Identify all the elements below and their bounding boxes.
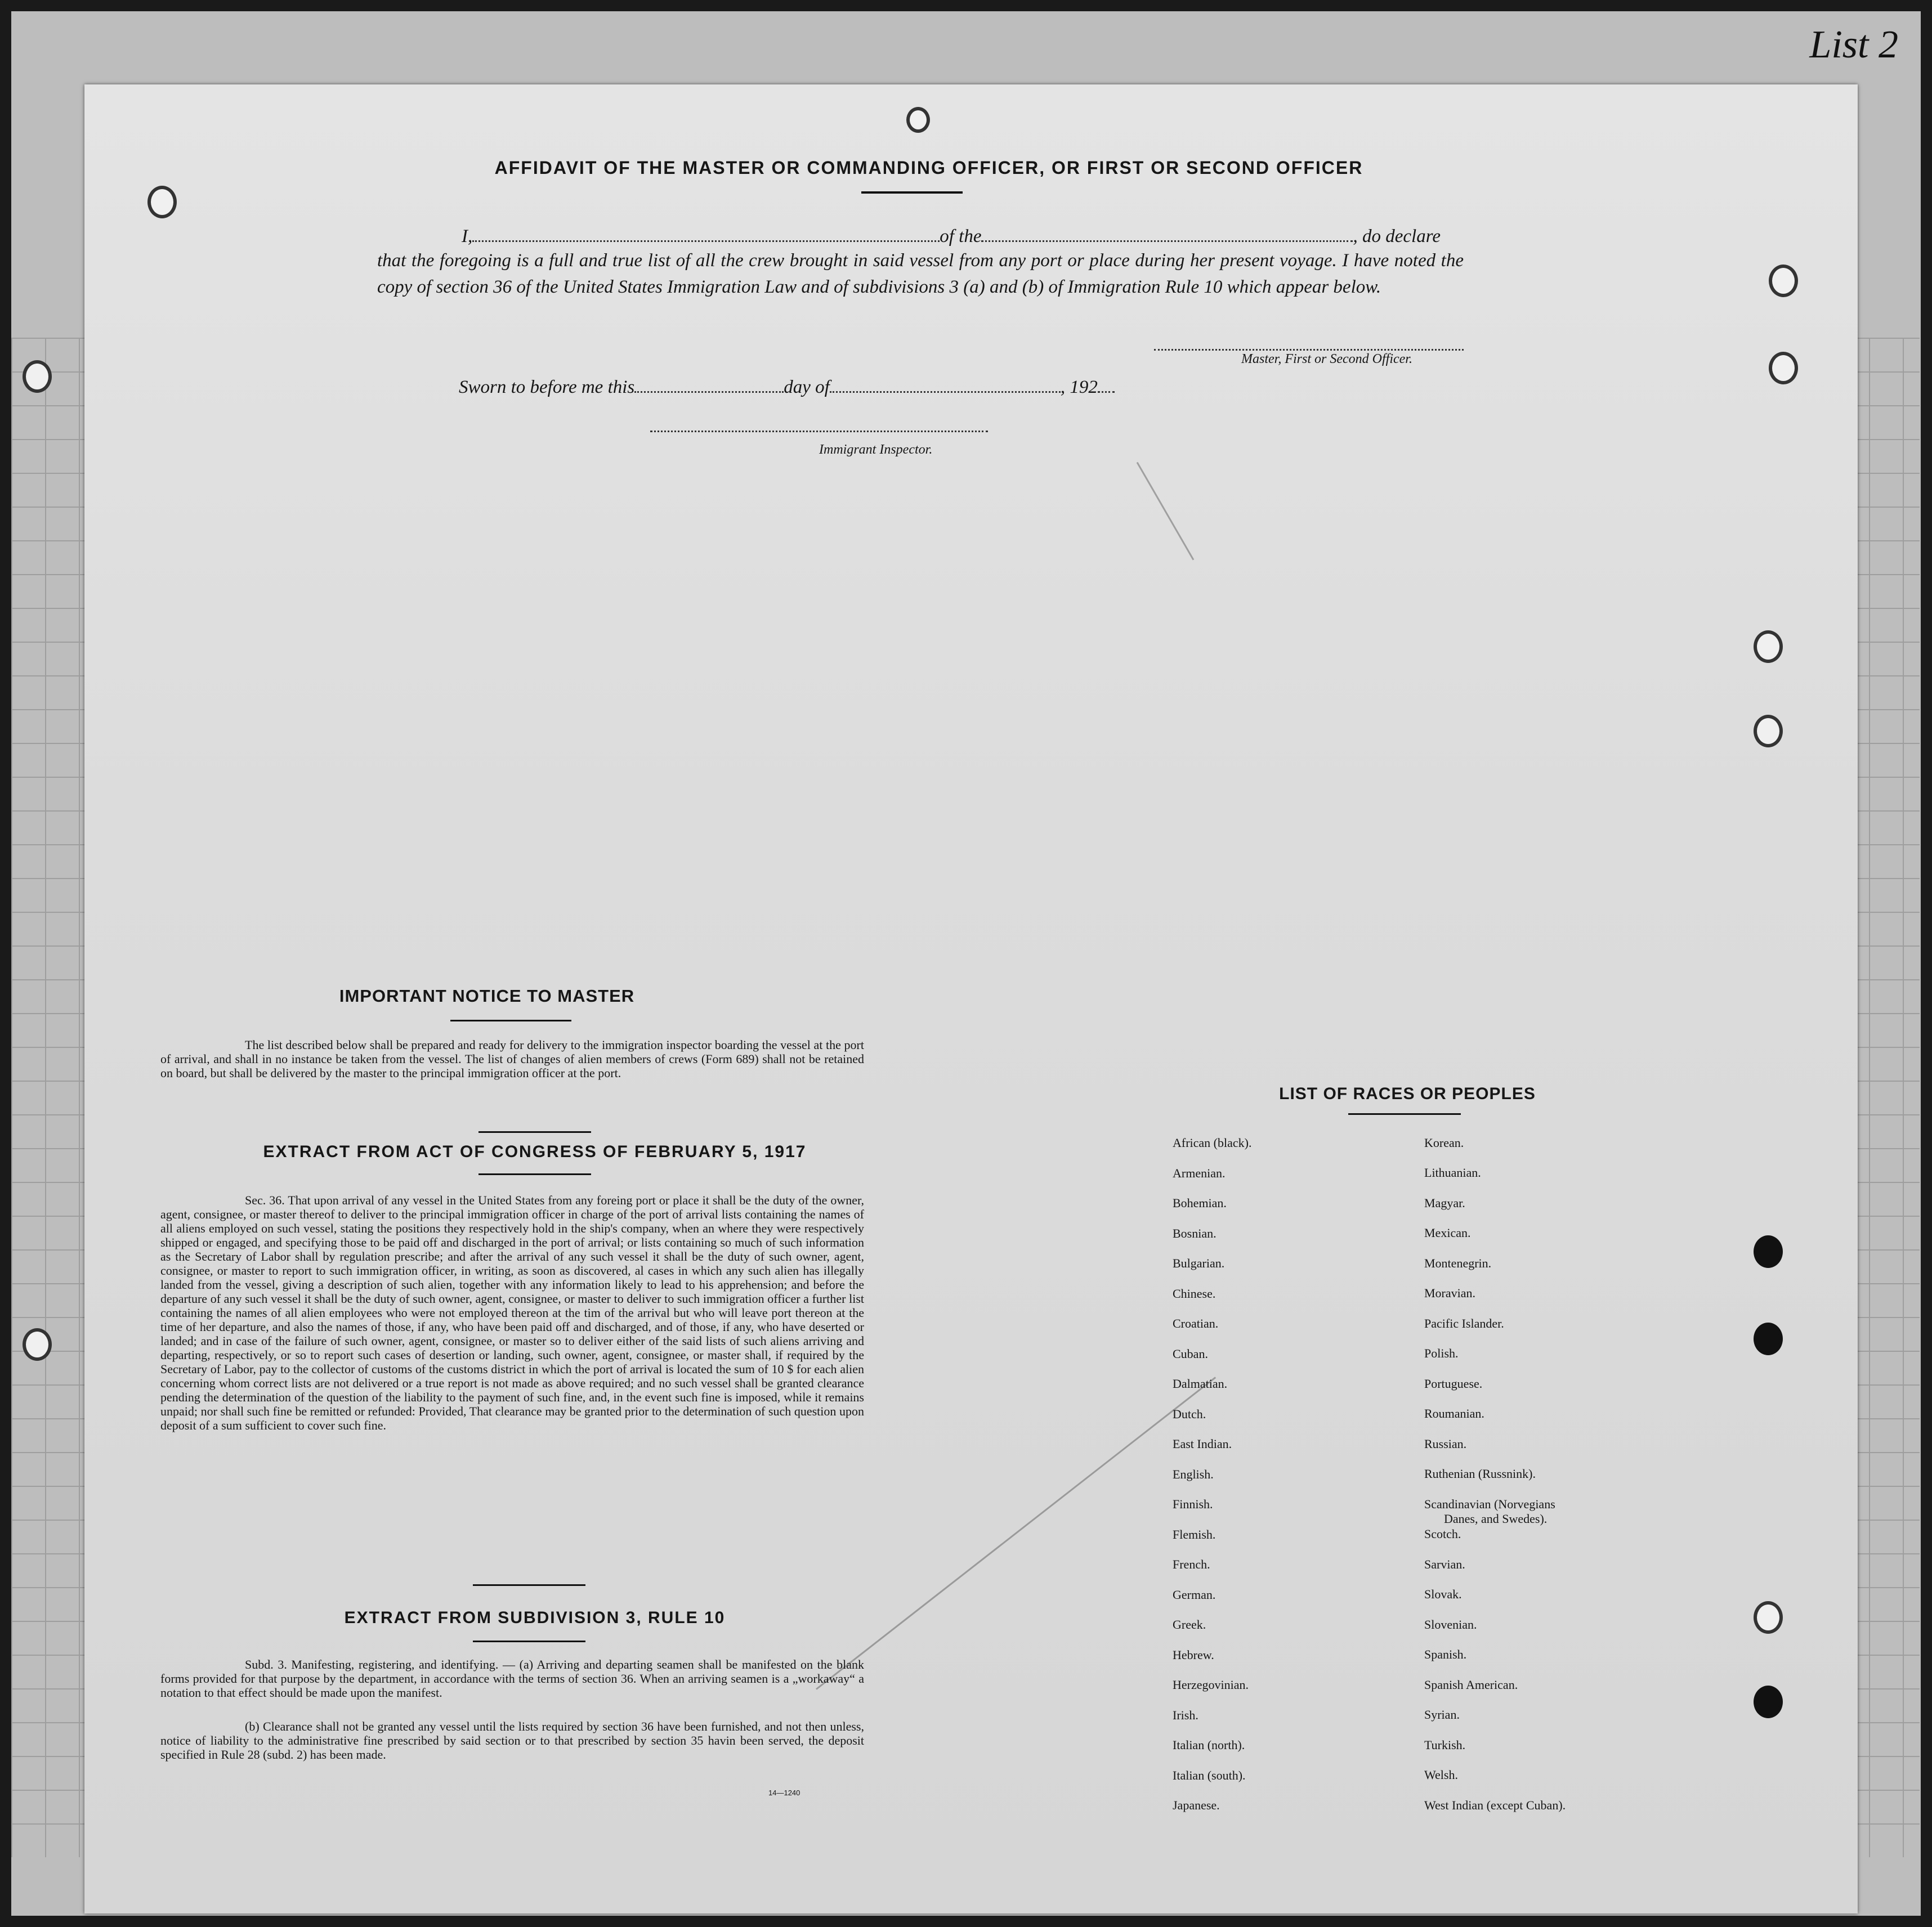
race-item: Herzegovinian. <box>1173 1678 1249 1692</box>
race-item: Croatian. <box>1173 1316 1219 1330</box>
race-item: Bulgarian. <box>1173 1256 1225 1270</box>
race-item: Bosnian. <box>1173 1226 1217 1240</box>
punch-hole <box>1769 352 1798 384</box>
extract-act-title: EXTRACT FROM ACT OF CONGRESS OF FEBRUARY 5, 1917 <box>263 1142 807 1161</box>
race-item: Magyar. <box>1424 1196 1465 1210</box>
divider-rule <box>473 1641 585 1642</box>
affidavit-i: I, <box>462 226 473 247</box>
vessel-blank <box>981 240 1353 242</box>
race-item: Lithuanian. <box>1424 1166 1481 1180</box>
races-rule <box>1348 1113 1461 1115</box>
underlying-grid-left <box>11 338 90 1857</box>
sworn-prefix: Sworn to before me this <box>459 377 635 397</box>
punch-hole <box>1754 1235 1783 1268</box>
title-rule <box>861 191 963 194</box>
race-item: Moravian. <box>1424 1286 1476 1300</box>
form-number: 14—1240 <box>768 1789 800 1797</box>
extract-rule-para-a: Subd. 3. Manifesting, registering, and identifying. — (a) Arriving and departing seamen shall be manifested on the blank forms provided for that purpose by the department, in accordance with the terms of section 36. When an arriving seamen is a „workaway“ a notation to that effect should be made upon the manifest. <box>160 1657 864 1700</box>
race-item: Portuguese. <box>1424 1377 1483 1391</box>
race-item: Dalmatian. <box>1173 1377 1228 1391</box>
affidavit-of-the: of the <box>940 226 982 247</box>
affidavit-title: AFFIDAVIT OF THE MASTER OR COMMANDING OFFICER, OR FIRST OR SECOND OFFICER <box>494 158 1363 178</box>
race-item: Scandinavian (Norvegians <box>1424 1497 1555 1511</box>
race-item: German. <box>1173 1587 1216 1602</box>
race-item: Sarvian. <box>1424 1557 1465 1571</box>
race-item: African (black). <box>1173 1136 1252 1150</box>
master-label: Master, First or Second Officer. <box>1241 352 1412 366</box>
race-item: Pacific Islander. <box>1424 1316 1504 1330</box>
race-item: Spanish American. <box>1424 1678 1518 1692</box>
race-item: Bohemian. <box>1173 1196 1227 1210</box>
year-blank <box>1098 391 1115 393</box>
affidavit-body: that the foregoing is a full and true list of all the crew brought in said vessel from any port or place during her present voyage. I have noted the copy of section 36 of the United States Immigration Law and of subdivisions 3 (a) and (b) of Immigration Rule 10 which appear below. <box>377 250 1464 297</box>
race-item: Flemish. <box>1173 1527 1216 1541</box>
race-item: West Indian (except Cuban). <box>1424 1798 1566 1812</box>
race-item: Slovak. <box>1424 1587 1462 1601</box>
race-item: Finnish. <box>1173 1497 1213 1511</box>
day-blank <box>634 391 784 393</box>
race-item: Korean. <box>1424 1136 1464 1150</box>
sworn-year: , 192 <box>1060 377 1098 397</box>
race-item: Spanish. <box>1424 1647 1467 1661</box>
punch-hole <box>1754 1323 1783 1355</box>
divider-rule <box>478 1173 591 1175</box>
race-item: Danes, and Swedes). <box>1444 1512 1548 1526</box>
month-blank <box>830 391 1061 393</box>
race-item: French. <box>1173 1557 1210 1571</box>
sworn-day-of: day of <box>784 377 830 397</box>
race-item: Welsh. <box>1424 1768 1458 1782</box>
race-item: Scotch. <box>1424 1527 1461 1541</box>
race-item: Italian (south). <box>1173 1768 1246 1782</box>
inspector-label: Immigrant Inspector. <box>819 442 933 457</box>
races-title: LIST OF RACES OR PEOPLES <box>1279 1085 1536 1103</box>
race-item: Armenian. <box>1173 1166 1226 1180</box>
punch-hole <box>1754 630 1783 663</box>
race-item: Dutch. <box>1173 1406 1206 1421</box>
affidavit-declaration-line <box>462 226 1441 247</box>
punch-hole <box>906 107 930 133</box>
punch-hole <box>1769 265 1798 297</box>
punch-hole <box>147 186 177 218</box>
race-item: Chinese. <box>1173 1286 1216 1301</box>
notice-rule <box>450 1020 571 1021</box>
race-item: Mexican. <box>1424 1226 1471 1240</box>
race-item: Slovenian. <box>1424 1617 1477 1632</box>
race-item: Cuban. <box>1173 1346 1208 1361</box>
race-item: Irish. <box>1173 1708 1198 1722</box>
race-item: Japanese. <box>1173 1798 1220 1812</box>
sworn-line <box>459 377 1115 398</box>
extract-act-body: Sec. 36. That upon arrival of any vessel in the United States from any foreing port or place it shall be the duty of the owner, agent, consignee, or master thereof to deliver to the principal immigration officer in charge of the port of arrival lists containing the names of all aliens employed on such vessel, stating the positions they respectively hold in the ship's company, when an where they were respectively shipped or engaged, and specifying those to be paid off and discharged in the port of arrival; or lists containing so much of such information as the Secretary of Labor shall by regulation prescribe; and after the arrival of any such vessel it shall be the duty of such owner, agent, consignee, or master to report to such immigration officer, in writing, as soon as discovered, al cases in which any such alien has illegally landed from the vessel, giving a description of such alien, together with any information likely to lead to his apprehension; and before the departure of any such vessel it shall be the duty of such owner, agent, consignee, or master to deliver to such immigration officer a further list containing the names of all alien employees who were not employed thereon at the tim of the arrival but who will leave port thereon at the time of her departure, and also the names of those, if any, who have been paid off and discharged, and of those, if any, who have deserted or landed; and in case of the failure of such owner, agent, consignee, or master so to deliver either of the said lists of such aliens arriving and departing, respectively, or so to report such cases of desertion or landing, such owner, agent, consignee, or master shall, if required by the Secretary of Labor, pay to the collector of customs of the customs district in which the port of arrival is located the sum of 10 $ for each alien concerning whom correct lists are not delivered or a true report is not made as above required; and no such vessel shall be granted clearance pending the determination of the question of the liability to the payment of such fine, and, in the event such fine is imposed, while it remains unpaid; nor shall such fine be remitted or refunded: Provided, That clearance may be granted prior to the determination of such question upon deposit of a sum sufficient to cover such fine. <box>160 1193 864 1432</box>
punch-hole <box>23 360 52 393</box>
race-item: Syrian. <box>1424 1708 1460 1722</box>
divider-rule <box>473 1584 585 1586</box>
extract-rule-para-b: (b) Clearance shall not be granted any vessel until the lists required by section 36 have been furnished, and not then unless, notice of liability to the administrative fine prescribed by said section or to that prescribed by section 35 havin been served, the deposit specified in Rule 28 (subd. 2) has been made. <box>160 1719 864 1762</box>
notice-body: The list described below shall be prepared and ready for delivery to the immigration inspector boarding the vessel at the port of arrival, and shall in no instance be taken from the vessel. The list of changes of alien members of crews (Form 689) shall not be retained on board, but shall be delivered by the master to the principal immigration officer at the port. <box>160 1038 864 1080</box>
race-item: Russian. <box>1424 1437 1467 1451</box>
master-signature-line <box>1154 349 1464 351</box>
extract-rule-title: EXTRACT FROM SUBDIVISION 3, RULE 10 <box>344 1608 726 1627</box>
name-blank <box>472 240 940 242</box>
punch-hole <box>23 1328 52 1361</box>
race-item: East Indian. <box>1173 1437 1232 1451</box>
race-item: English. <box>1173 1467 1214 1481</box>
notice-title: IMPORTANT NOTICE TO MASTER <box>339 986 635 1006</box>
race-item: Turkish. <box>1424 1738 1466 1752</box>
punch-hole <box>1754 715 1783 747</box>
race-item: Polish. <box>1424 1346 1459 1360</box>
corner-mark: List 2 <box>1809 23 1898 66</box>
inspector-signature-line <box>650 431 988 432</box>
divider-rule <box>478 1131 591 1133</box>
punch-hole <box>1754 1601 1783 1634</box>
race-item: Greek. <box>1173 1617 1206 1632</box>
race-item: Italian (north). <box>1173 1738 1245 1752</box>
punch-hole <box>1754 1686 1783 1718</box>
affidavit-do-declare: , do declare <box>1353 226 1441 247</box>
race-item: Hebrew. <box>1173 1647 1214 1662</box>
race-item: Roumanian. <box>1424 1406 1484 1420</box>
race-item: Montenegrin. <box>1424 1256 1492 1270</box>
race-item: Ruthenian (Russnink). <box>1424 1467 1536 1481</box>
